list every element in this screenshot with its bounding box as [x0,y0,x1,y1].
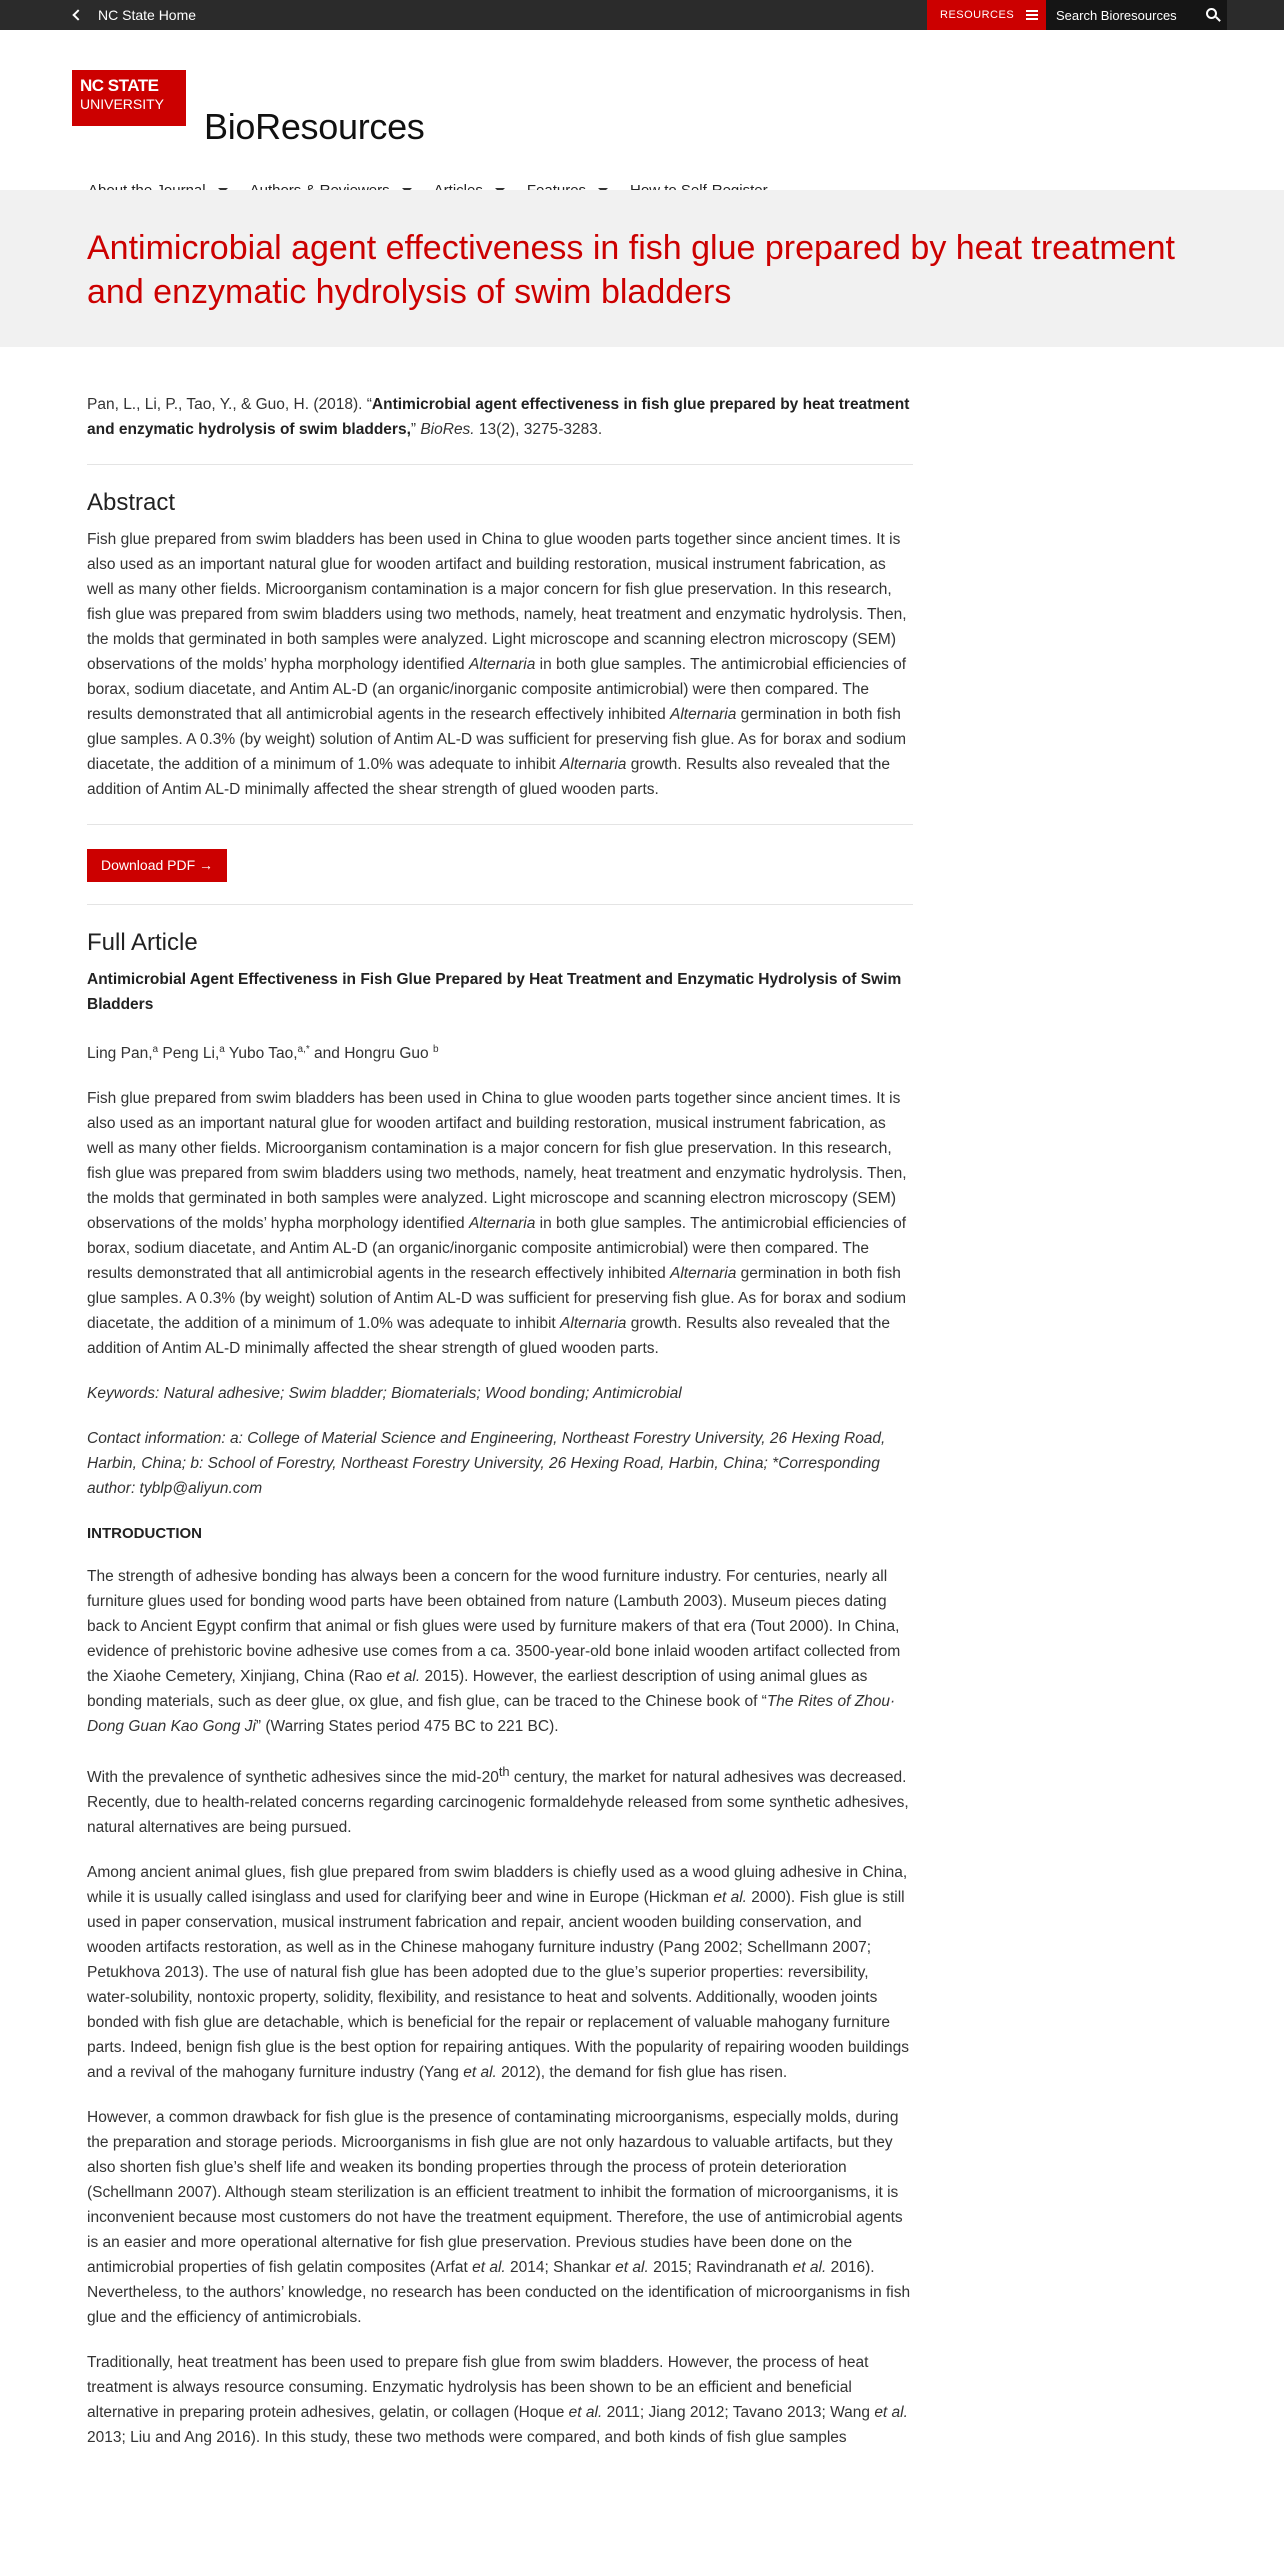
logo-line-2: UNIVERSITY [80,96,165,112]
abstract-heading: Abstract [87,489,176,516]
citation-journal: BioRes. [420,421,475,438]
text: 2000). Fish glue is still used in paper conservation, musical instrument fabrication and repair, ancient wooden building conservation, and wooden artifacts restoration, as well as in the Chinese mahogany furniture industry (Pang 2002; Schellmann 2007; Petukhova 2013). The use of natural fish glue has been adopted due to the glue’s superior properties: reversibility, water-solubility, nontoxic property, solidity, flexibility, and resistance to heat and solvents. Additionally, wooden joints bonded with fish glue are detachable, which is beneficial for the repair or replacement of valuable mahogany furniture parts. Indeed, benign fish glue is the best option for repairing antiques. With the popularity of repairing wooden buildings and a revival of the mahogany furniture industry (Yang [87,1889,910,2082]
divider [87,824,913,825]
abstract-text [87,527,913,802]
italic-text: Alternaria [670,706,737,723]
resources-label: RESOURCES [940,9,1015,21]
italic-text: Alternaria [560,756,627,773]
search-input[interactable] [1056,8,1196,23]
superscript: th [498,1764,510,1780]
text: in both glue samples. The antimicrobial efficiencies of borax, sodium diacetate, and Antim AL-D (an organic/inorganic composite antimicrobial) were then compared. The results demonstrated that all antimicrobial agents in the research effectively inhibited [87,656,907,723]
italic-text: et al. [568,2404,603,2422]
italic-text: Alternaria [670,1265,737,1283]
italic-text: Alternaria [468,656,536,673]
italic-text: et al. [472,2259,506,2277]
affiliation-mark: a,* [297,1044,310,1055]
text: 2014; Shankar [505,2259,616,2277]
italic-text: et al. [713,1889,747,1907]
page-hero [0,190,1284,347]
citation-volume: 13(2), 3275-3283. [474,421,603,438]
text: With the prevalence of synthetic adhesives since the mid-20 [87,1769,499,1787]
full-article-title: Antimicrobial Agent Effectiveness in Fish Glue Prepared by Heat Treatment and Enzymatic Hydrolysis of Swim Bladders [87,971,902,1013]
citation-authors: Pan, L., Li, P., Tao, Y., & Guo, H. (2018). “ [87,396,372,413]
divider [87,464,913,465]
divider [87,904,913,905]
text: Traditionally, heat treatment has been used to prepare fish glue from swim bladders. However, the process of heat treatment is always resource consuming. Enzymatic hydrolysis has been shown to be an efficient and beneficial alternative in preparing protein adhesives, gelatin, or collagen (Hoque [87,2354,869,2422]
text: 2012), the demand for fish glue has risen. [496,2064,788,2082]
download-pdf-button[interactable]: Download PDF → [87,849,227,882]
contact-information: Contact information: a: College of Material Science and Engineering, Northeast Forestry University, 26 Hexing Road, Harbin, China; b: School of Forestry, Northeast Forestry University, 26 Hexing Road, Harbin, China; *Corresponding author: tyblp@aliyun.com [87,1430,886,1498]
hamburger-icon [1026,10,1038,20]
italic-text: Alternaria [468,1215,536,1233]
italic-text: et al. [615,2259,649,2277]
nc-state-home-label: NC State Home [98,7,197,23]
search-icon[interactable] [1206,8,1217,19]
italic-text: et al. [874,2404,908,2422]
text: 2015; Ravindranath [648,2259,793,2277]
italic-text: The Rites of Zhou· Dong Guan Kao Gong Ji [87,1693,896,1736]
text: growth. Results also revealed that the addition of Antim AL-D minimally affected the shear strength of glued wooden parts. [87,756,891,798]
author-name: and Hongru Guo [309,1045,433,1063]
author-name: Ling Pan, [87,1045,153,1063]
text: Fish glue prepared from swim bladders has been used in China to glue wooden parts together since ancient times. It is also used as an important natural glue for wooden artifact and building restoration, musical instrument fabrication, as well as many other fields. Microorganism contamination is a major concern for fish glue preservation. In this research, fish glue was prepared from swim bladders using two methods, namely, heat treatment and enzymatic hydrolysis. Then, the molds that germinated in both samples were analyzed. Light microscope and scanning electron microscopy (SEM) observations of the molds’ hypha morphology identified [87,531,907,673]
text: 2013; Liu and Ang 2016). In this study, these two methods were compared, and both kinds of fish glue samples [87,2429,847,2447]
italic-text: Alternaria [560,1315,627,1333]
italic-text: et al. [463,2064,497,2082]
intro-paragraph-5 [87,2350,913,2450]
text: 2011; Jiang 2012; Tavano 2013; Wang [602,2404,875,2422]
keywords: Keywords: Natural adhesive; Swim bladder; Biomaterials; Wood bonding; Antimicrobial [87,1385,682,1403]
text: germination in both fish glue samples. A 0.3% (by weight) solution of Antim AL-D was sufficient for preserving fish glue. As for borax and sodium diacetate, the addition of a minimum of 1.0% was adequate to inhibit [87,706,907,773]
full-article-heading: Full Article [87,929,198,956]
text: However, a common drawback for fish glue is the presence of contaminating microorganisms, especially molds, during the preparation and storage periods. Microorganisms in fish glue are not only hazardous to valuable artifacts, but they also shorten fish glue’s shelf life and weaken its bonding properties through the process of protein deterioration (Schellmann 2007). Although steam sterilization is an efficient treatment to inhibit the formation of microorganisms, it is inconvenient because most customers do not have the treatment equipment. Therefore, the use of antimicrobial agents is an easier and more operational alternative for fish glue preservation. Previous studies have been done on the antimicrobial properties of fish gelatin composites (Arfat [87,2109,903,2277]
intro-paragraph-1 [87,1564,913,1739]
utility-bar [0,0,1284,30]
site-name[interactable]: BioResources [204,106,425,147]
text: ” (Warring States period 475 BC to 221 BC). [255,1718,559,1736]
author-name: Peng Li, [158,1045,220,1063]
nc-state-home-link[interactable] [74,0,196,30]
citation-title: Antimicrobial agent effectiveness in fish glue prepared by heat treatment and enzymatic hydrolysis of swim bladders, [87,396,910,438]
italic-text: et al. [792,2259,827,2277]
chevron-left-icon [72,9,83,20]
italic-text: et al. [386,1668,421,1686]
text: Among ancient animal glues, fish glue prepared from swim bladders is chiefly used as a wood gluing adhesive in China, while it is usually called isinglass and used for clarifying beer and wine in Europe (Hickman [87,1864,908,1907]
article-content [87,392,913,2470]
author-name: Yubo Tao, [224,1045,298,1063]
author-list [87,1037,913,1066]
citation [87,392,913,442]
nc-state-logo[interactable] [72,70,186,126]
affiliation-mark: b [432,1044,439,1055]
search-box [1046,0,1227,30]
text: The strength of adhesive bonding has always been a concern for the wood furniture industry. For centuries, nearly all furniture glues used for bonding wood parts have been obtained from nature (Lambuth 2003). Museum pieces dating back to Ancient Egypt confirm that animal or fish glues were used by furniture makers of that era (Tout 2000). In China, evidence of prehistoric bovine adhesive use comes from a ca. 3500-year-old bone inlaid wooden artifact collected from the Xiaohe Cemetery, Xinjiang, China (Rao [87,1568,901,1686]
text: germination in both fish glue samples. A 0.3% (by weight) solution of Antim AL-D was sufficient for preserving fish glue. As for borax and sodium diacetate, the addition of a minimum of 1.0% was adequate to inhibit [87,1265,907,1333]
text: 2015). However, the earliest description of using animal glues as bonding materials, such as deer glue, ox glue, and fish glue, can be traced to the Chinese book of “ [87,1668,868,1711]
affiliation-mark: a [152,1044,159,1055]
text: growth. Results also revealed that the addition of Antim AL-D minimally affected the shear strength of glued wooden parts. [87,1315,891,1358]
page-title: Antimicrobial agent effectiveness in fish glue prepared by heat treatment and enzymatic hydrolysis of swim bladders [87,229,1175,311]
site-header [0,30,1284,147]
introduction-heading: INTRODUCTION [87,1525,202,1543]
intro-paragraph-4 [87,2105,913,2330]
intro-paragraph-2 [87,1759,913,1840]
text: century, the market for natural adhesives was decreased. Recently, due to health-related concerns regarding carcinogenic formaldehyde released from some synthetic adhesives, natural alternatives are being pursued. [87,1769,909,1837]
intro-paragraph-3 [87,1860,913,2085]
affiliation-mark: a [219,1044,225,1055]
resources-menu-button[interactable] [927,0,1046,30]
citation-close: ” [410,421,421,438]
text: Fish glue prepared from swim bladders has been used in China to glue wooden parts together since ancient times. It is also used as an important natural glue for wooden artifact and building restoration, musical instrument fabrication, as well as many other fields. Microorganism contamination is a major concern for fish glue preservation. In this research, fish glue was prepared from swim bladders using two methods, namely, heat treatment and enzymatic hydrolysis. Then, the molds that germinated in both samples were analyzed. Light microscope and scanning electron microscopy (SEM) observations of the molds’ hypha morphology identified [87,1090,907,1233]
logo-line-1: NC STATE [80,76,159,95]
text: in both glue samples. The antimicrobial efficiencies of borax, sodium diacetate, and Antim AL-D (an organic/inorganic composite antimicrobial) were then compared. The results demonstrated that all antimicrobial agents in the research effectively inhibited [87,1215,907,1283]
full-abstract-text [87,1086,913,1361]
text: 2016). Nevertheless, to the authors’ knowledge, no research has been conducted on the identification of microorganisms in fish glue and the efficiency of antimicrobials. [87,2259,911,2327]
